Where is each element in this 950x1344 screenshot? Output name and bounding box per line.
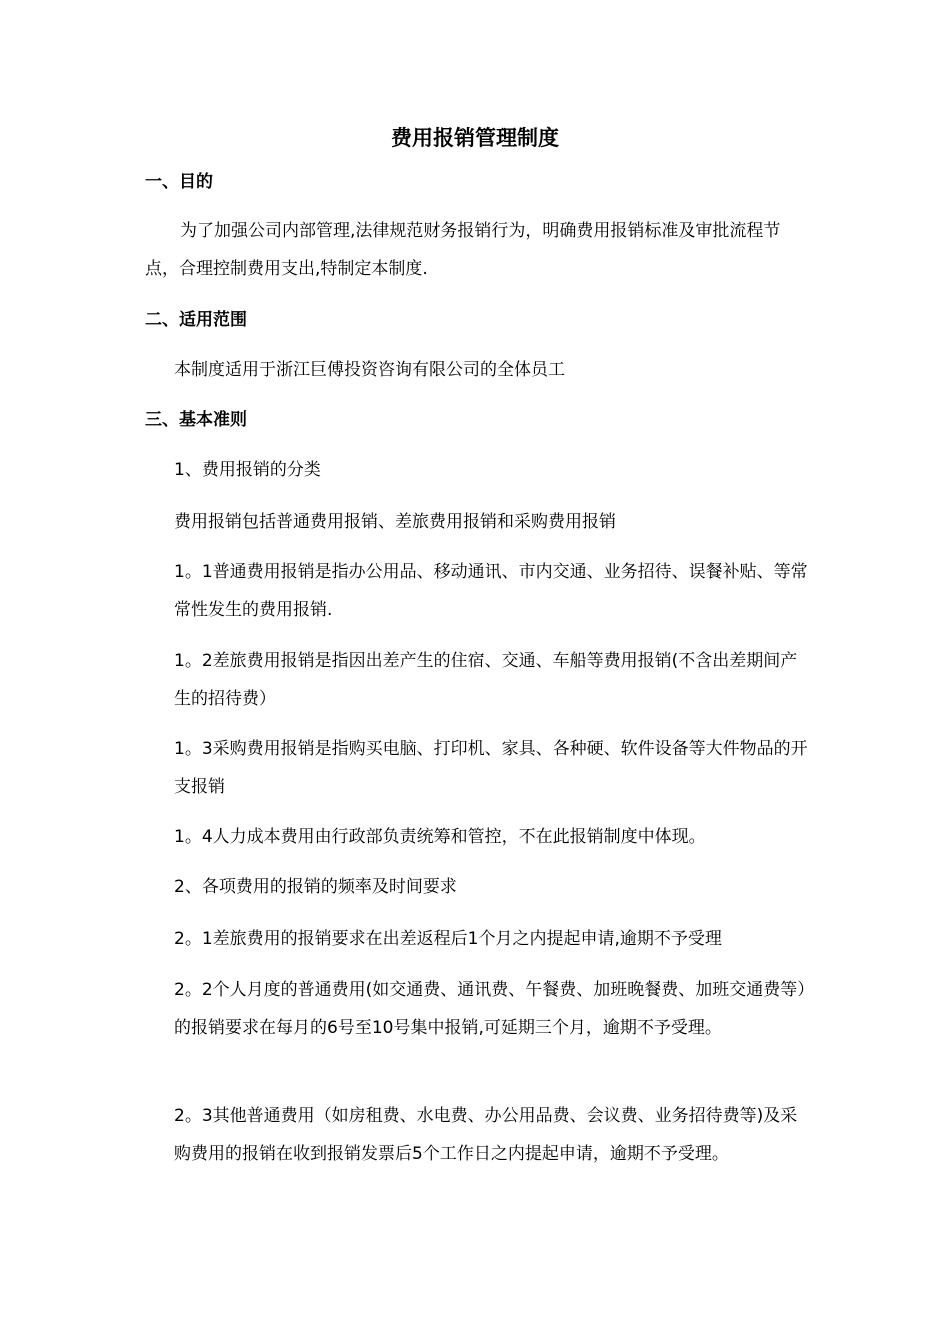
- paragraph-item: 2。3其他普通费用（如房租费、水电费、办公用品费、会议费、业务招待费等)及采购费用的报销在收到报销发票后5个工作日之内提起申请，逾期不予受理。: [174, 1106, 798, 1164]
- paragraph-item: 1。4人力成本费用由行政部负责统筹和管控，不在此报销制度中体现。: [174, 827, 706, 847]
- paragraph-item: 费用报销包括普通费用报销、差旅费用报销和采购费用报销: [174, 512, 616, 532]
- paragraph-item: 2、各项费用的报销的频率及时间要求: [174, 877, 457, 897]
- paragraph-item: 2。2个人月度的普通费用(如交通费、通讯费、午餐费、加班晚餐费、加班交通费等）的报销要求在每月的6号至10号集中报销,可延期三个月，逾期不予受理。: [174, 980, 806, 1038]
- paragraph-item: 1。2差旅费用报销是指因出差产生的住宿、交通、车船等费用报销(不含出差期间产生的招待费）: [174, 651, 798, 709]
- paragraph-item: 2。1差旅费用的报销要求在出差返程后1个月之内提起申请,逾期不予受理: [174, 929, 722, 949]
- section-heading-purpose: 一、目的: [145, 172, 213, 192]
- section-heading-principles: 三、基本准则: [145, 410, 247, 430]
- paragraph-scope: 本制度适用于浙江巨傅投资咨询有限公司的全体员工: [174, 360, 565, 380]
- section-heading-scope: 二、适用范围: [145, 310, 247, 330]
- paragraph-purpose: 为了加强公司内部管理,法律规范财务报销行为，明确费用报销标准及审批流程节点，合理控制费用支出,特制定本制度.: [145, 221, 781, 279]
- paragraph-item: 1、费用报销的分类: [174, 460, 321, 480]
- document-title: 费用报销管理制度: [391, 126, 559, 150]
- paragraph-item: 1。3采购费用报销是指购买电脑、打印机、家具、各种硬、软件设备等大件物品的开支报销: [174, 739, 808, 797]
- paragraph-item: 1。1普通费用报销是指办公用品、移动通讯、市内交通、业务招待、误餐补贴、等常常性发生的费用报销.: [174, 562, 808, 620]
